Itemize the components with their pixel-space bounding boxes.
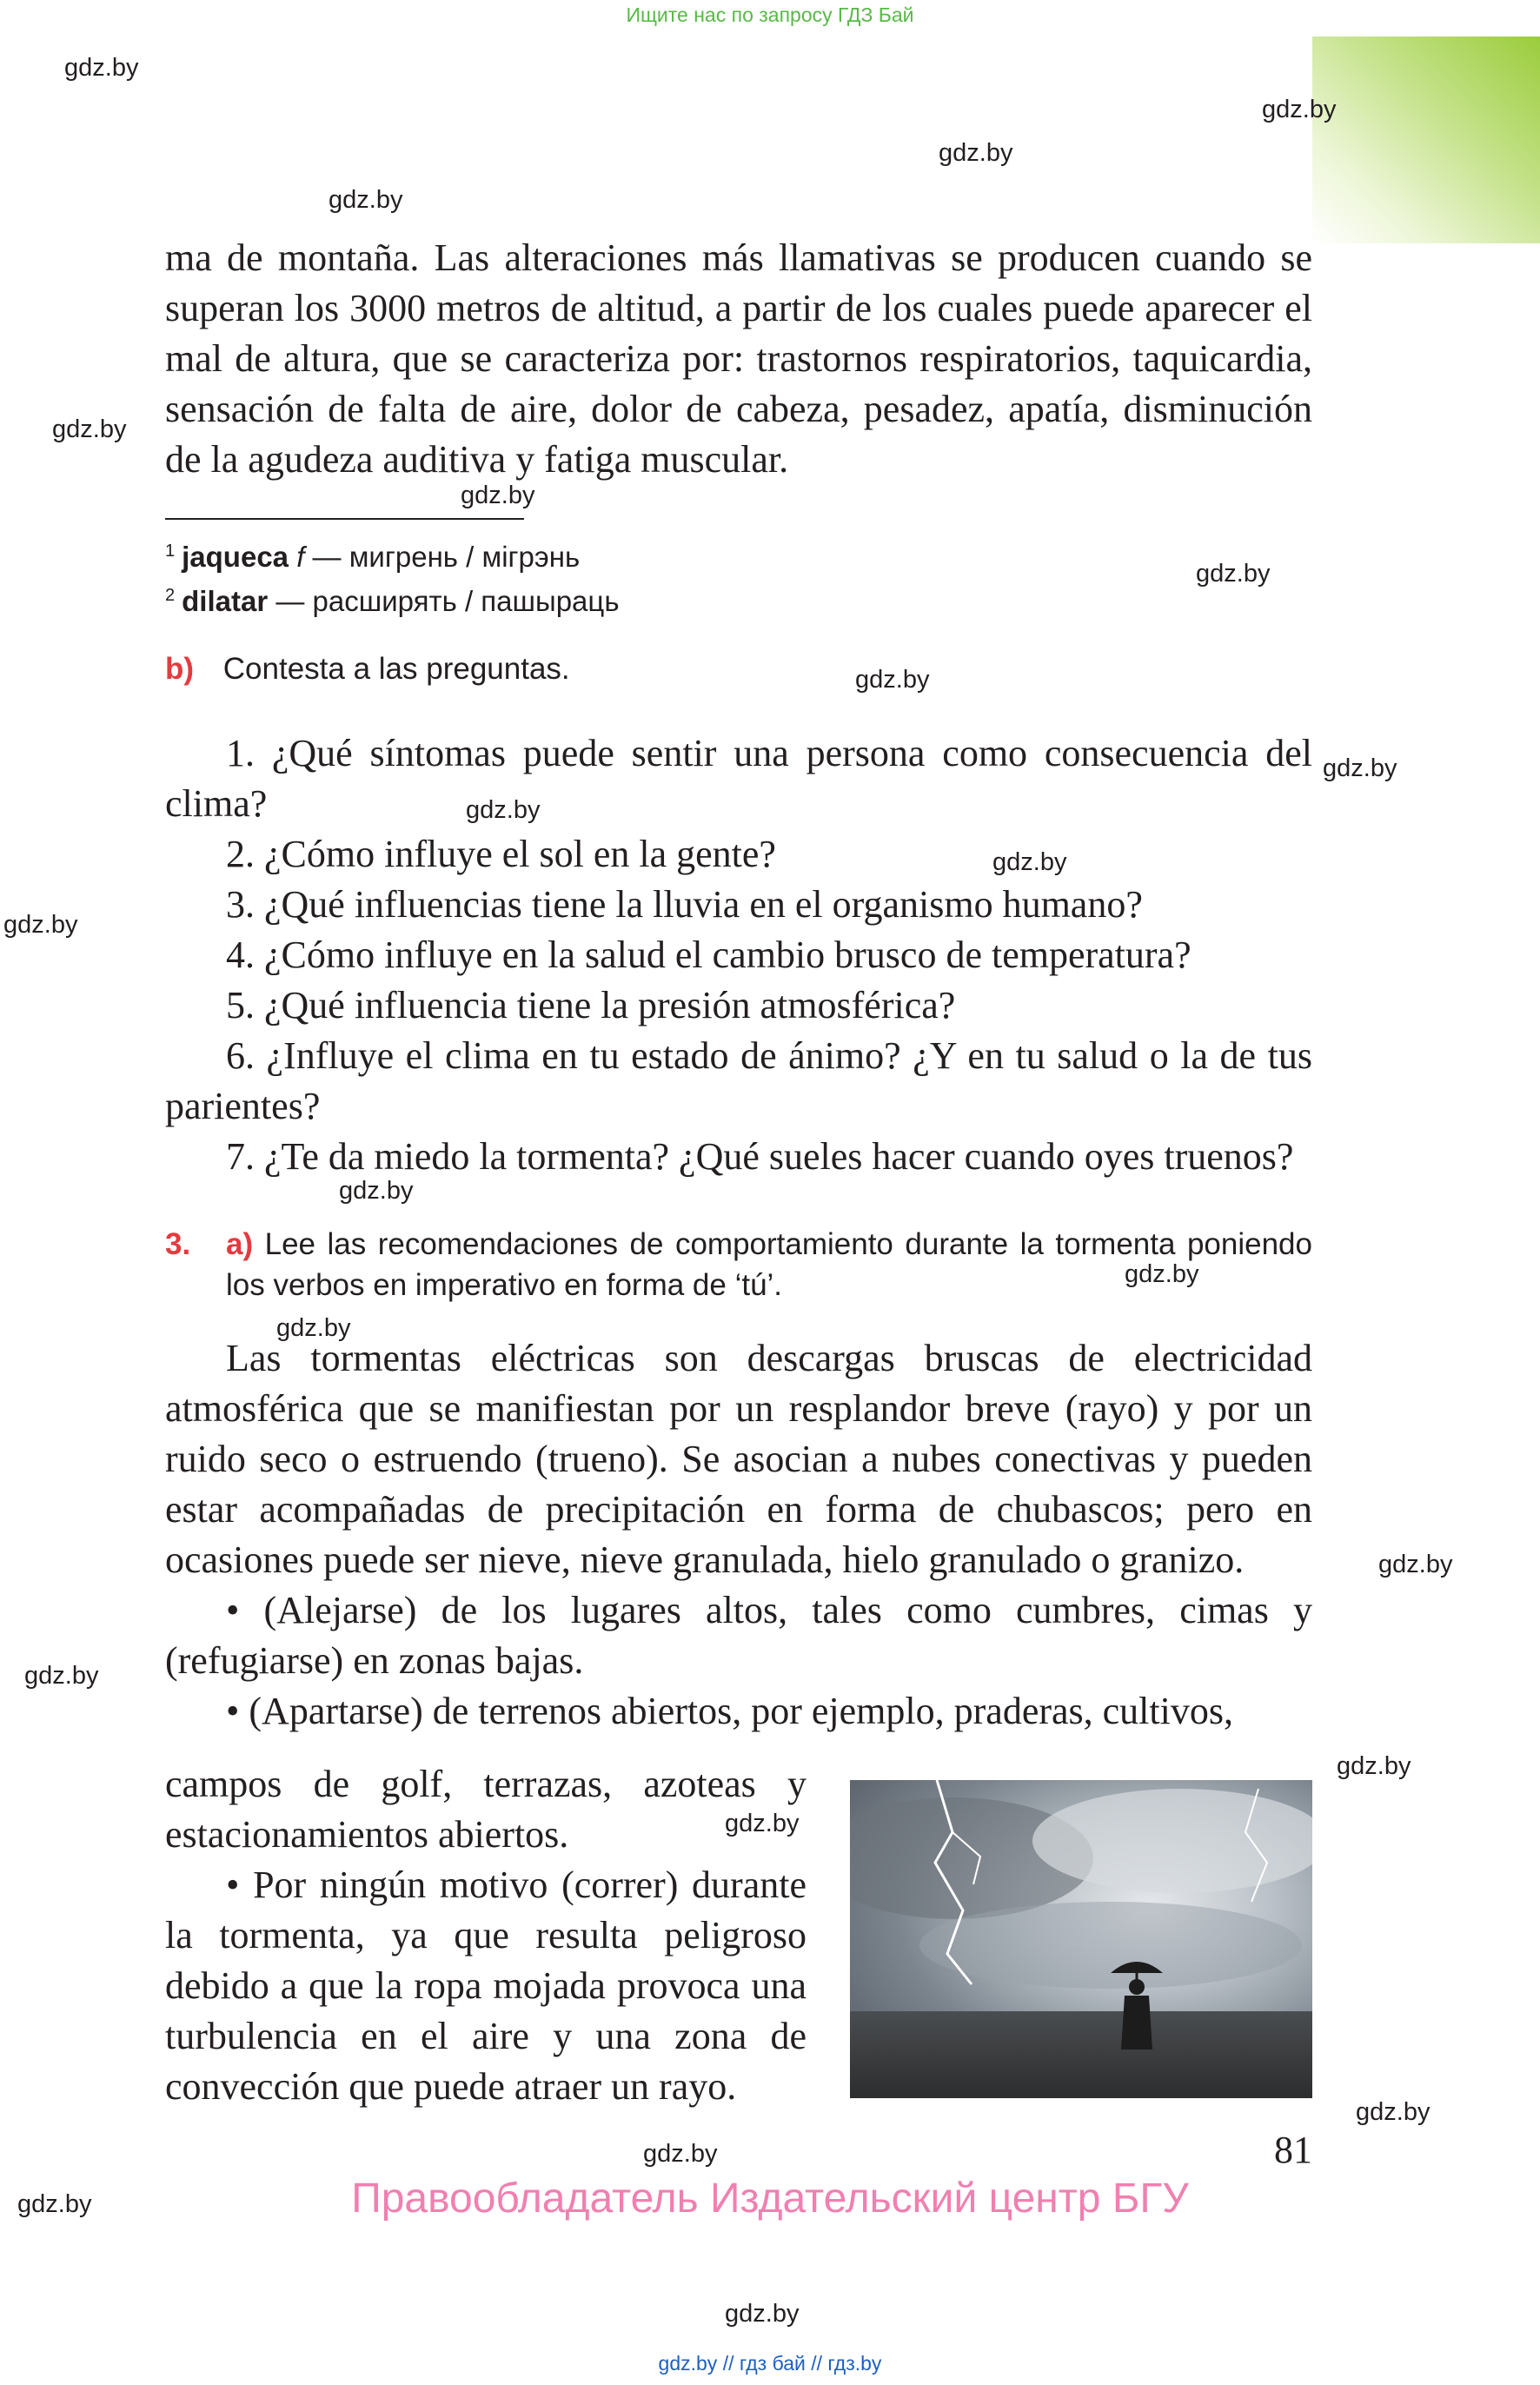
question-3: 3. ¿Qué influencias tiene la lluvia en el organismo humano?	[226, 883, 1143, 926]
storm-bullet-1: • (Alejarse) de los lugares altos, tales como cumbres, cimas y (refugiarse) en zonas bajas.	[165, 1589, 1312, 1682]
watermark: gdz.by	[1323, 754, 1397, 782]
watermark: gdz.by	[1196, 560, 1271, 588]
question-4: 4. ¿Cómo influye en la salud el cambio brusco de temperatura?	[226, 933, 1192, 976]
watermark: gdz.by	[855, 666, 930, 694]
exercise-3-number: 3.	[165, 1227, 191, 1261]
person-head	[1129, 1979, 1145, 1995]
page-number: 81	[1274, 2129, 1312, 2171]
footnote-2	[165, 576, 773, 621]
watermark: gdz.by	[939, 139, 1013, 167]
question-2: 2. ¿Cómo influye el sol en la gente?	[226, 833, 776, 875]
watermark: gdz.by	[1356, 2098, 1430, 2126]
watermark: gdz.by	[329, 186, 403, 214]
question-7: 7. ¿Te da miedo la tormenta? ¿Qué sueles hacer cuando oyes truenos?	[226, 1135, 1294, 1178]
watermark: gdz.by	[339, 1177, 414, 1205]
lightning-illustration	[850, 1780, 1312, 2098]
footnote-translation: — мигрень / мігрэнь	[312, 541, 581, 573]
bottom-links[interactable]: gdz.by // гдз бай // гдз.by	[658, 2352, 882, 2375]
field	[850, 2011, 1312, 2098]
person-body	[1121, 1996, 1152, 2050]
copyright-notice: Правообладатель Издательский центр БГУ	[351, 2176, 1189, 2222]
watermark: gdz.by	[17, 2190, 92, 2218]
storm-bullet-2-rest: campos de golf, terrazas, azoteas y estacionamientos abiertos.	[165, 1763, 807, 1856]
exercise-3-text: Lee las recomendaciones de comportamiento durante la tormenta poniendo los verbos en imperativo en forma de ‘tú’.	[226, 1227, 1312, 1302]
footnote-term: dilatar	[182, 585, 269, 617]
question-1: 1. ¿Qué síntomas puede sentir una persona como consecuencia del clima?	[165, 732, 1312, 825]
watermark: gdz.by	[24, 1662, 99, 1690]
watermark: gdz.by	[461, 482, 535, 509]
question-5: 5. ¿Qué influencia tiene la presión atmosférica?	[226, 984, 956, 1026]
footnote-term: jaqueca	[182, 541, 289, 573]
watermark: gdz.by	[1262, 96, 1337, 123]
footnote-divider	[165, 518, 524, 520]
top-banner[interactable]: Ищите нас по запросу ГДЗ Бай	[626, 3, 914, 26]
footnote-1	[165, 532, 773, 576]
footnote-gender: f	[296, 541, 305, 573]
question-6: 6. ¿Influye el clima en tu estado de ánimo? ¿Y en tu salud o la de tus parientes?	[165, 1034, 1312, 1127]
footnote-translation: — расширять / пашыраць	[275, 585, 620, 617]
footnotes	[165, 532, 773, 621]
watermark: gdz.by	[64, 54, 139, 82]
task-b-instruction: Contesta a las preguntas.	[222, 652, 570, 686]
intro-paragraph: ma de montaña. Las alteraciones más llamativas se producen cuando se superan los 3000 metros de altitud, a partir de los cuales puede aparecer el mal de altura, que se caracteriza por: trastornos respiratorios, taquicardia, sensación de falta de aire, dolor de cabeza, pesadez, apatía, disminución de la agudeza auditiva y fatiga muscular.	[165, 236, 1312, 481]
watermark: gdz.by	[1378, 1551, 1453, 1578]
exercise-3-marker: a)	[226, 1227, 254, 1261]
footnote-number: 2	[165, 586, 176, 605]
watermark: gdz.by	[725, 1810, 800, 1837]
watermark: gdz.by	[1337, 1752, 1411, 1780]
storm-bullet-2-line-1: • (Apartarse) de terrenos abiertos, por ejemplo, praderas, cultivos,	[226, 1690, 1233, 1732]
task-b-marker: b)	[165, 652, 195, 686]
watermark: gdz.by	[466, 796, 541, 824]
storm-photo	[850, 1780, 1312, 2098]
watermark: gdz.by	[276, 1314, 351, 1342]
question-list	[165, 728, 1312, 1182]
watermark: gdz.by	[52, 415, 127, 443]
watermark: gdz.by	[992, 848, 1067, 876]
task-b-heading	[165, 648, 1034, 689]
storm-intro: Las tormentas eléctricas son descargas bruscas de electricidad atmosférica que se manifiestan por un resplandor breve (rayo) y por un ruido seco o estruendo (trueno). Se asocian a nubes conectivas y pueden estar acompañadas de precipitación en forma de chubascos; pero en ocasiones puede ser nieve, nieve granulada, hielo granulado o granizo.	[165, 1337, 1312, 1581]
green-corner-tab	[1312, 37, 1540, 243]
watermark: gdz.by	[643, 2140, 718, 2168]
watermark: gdz.by	[725, 2300, 800, 2328]
storm-text-block	[165, 1333, 1312, 1737]
exercise-3-instruction	[226, 1224, 1312, 1305]
storm-narrow-block	[165, 1759, 807, 2112]
watermark: gdz.by	[3, 911, 78, 939]
storm-bullet-3: • Por ningún motivo (correr) durante la tormenta, ya que resulta peligroso debido a que la ropa mojada provoca una turbulencia en el aire y una zona de convección que puede atraer un rayo.	[165, 1863, 807, 2108]
footnote-number: 1	[165, 541, 176, 561]
watermark: gdz.by	[1125, 1260, 1199, 1288]
